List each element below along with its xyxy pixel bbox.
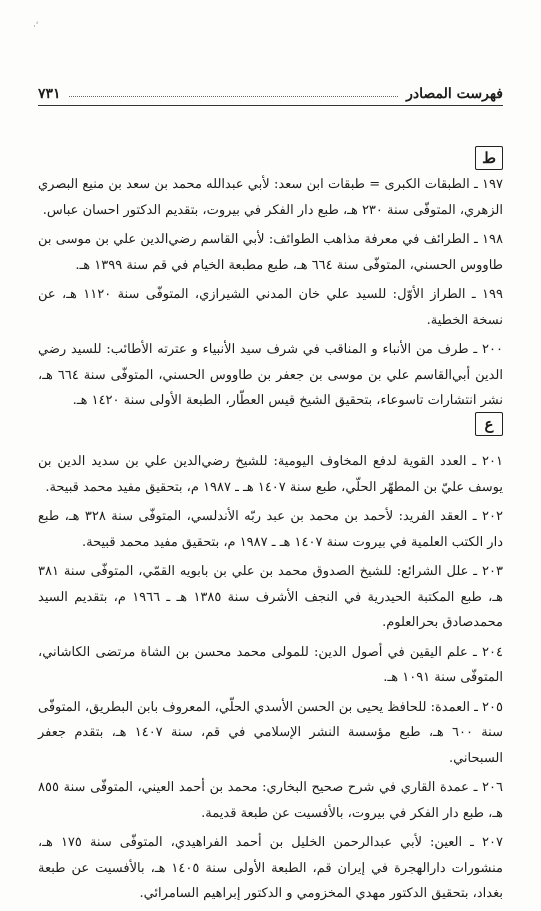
bibliography-entry-201: ٢٠١ ـ العدد القوية لدفع المخاوف اليومية: للشيخ رضي‌الدين علي بن سديد الدين بن يوسف عليّ بن المطهّر الحلّي، طبع سنة ١٤٠٧ هـ ـ ١٩٨٧ م، بتحقيق مفيد محمد قبيحة. <box>38 454 503 495</box>
bibliography-entry-206: ٢٠٦ ـ عمدة القاري في شرح صحيح البخاري: محمد بن أحمد العيني، المتوفّى سنة ٨٥٥ هـ، طبع دار الفكر في بيروت، بالأفسيت عن طبعة قديمة. <box>38 780 503 821</box>
bibliography-entry-204: ٢٠٤ ـ علم اليقين في أصول الدين: للمولى محمد محسن بن الشاة مرتضى الكاشاني، المتوفّى سنة ١٠٩١ هـ. <box>38 644 503 685</box>
section-letter-ta: ط <box>475 146 503 170</box>
header-title: فهرست المصادر <box>406 86 503 102</box>
bibliography-entry-207: ٢٠٧ ـ العين: لأبي عبدالرحمن الخليل بن أحمد الفراهيدي، المتوفّى سنة ١٧٥ هـ، منشورات دارالهجرة في إيران قم، الطبعة الأولى سنة ١٤٠٥ هـ، بالأفسيت عن طبعة بغداد، بتحقيق الدكتور مهدي المخزومي و الدكتور إبراهيم السامرائي. <box>38 835 504 901</box>
bibliography-entry-198: ١٩٨ ـ الطرائف في معرفة مذاهب الطوائف: لأبي القاسم رضي‌الدين علي بن موسى بن طاووس الحسني، المتوفّى سنة ٦٦٤ هـ، طبع مطبعة الخيام في قم سنة ١٣٩٩ هـ. <box>38 232 503 273</box>
page-header <box>38 80 503 106</box>
bibliography-entry-203: ٢٠٣ ـ علل الشرائع: للشيخ الصدوق محمد بن علي بن بابويه القمّي، المتوفّى سنة ٣٨١ هـ، طبع المكتبة الحيدرية في النجف الأشرف سنة ١٣٨٥ هـ ـ ١٩٦٦ م، بتقديم السيد محمدصادق بحرالعلوم. <box>38 564 504 630</box>
bibliography-entry-199: ١٩٩ ـ الطراز الأوّل: للسيد علي خان المدني الشيرازي، المتوفّى سنة ١١٢٠ هـ، عن نسخة الخطية. <box>38 287 503 328</box>
bibliography-entry-202: ٢٠٢ ـ العقد الفريد: لأحمد بن محمد بن عبد ربّه الأندلسي، المتوفّى سنة ٣٢٨ هـ، طبع دار الكتب العلمية في بيروت سنة ١٤٠٧ هـ ـ ١٩٨٧ م، بتحقيق مفيد محمد قبيحة. <box>38 509 503 550</box>
bibliography-entry-205: ٢٠٥ ـ العمدة: للحافظ يحيى بن الحسن الأسدي الحلّي، المعروف بابن البطريق، المتوفّى سنة ٦٠٠ هـ، طبع مؤسسة النشر الإسلامي في قم، سنة ١٤٠٧ هـ، بتقدم جعفر السبحاني. <box>38 699 503 766</box>
scan-corner-mark: ·ʹ <box>33 22 39 32</box>
section-letter-ain: ع <box>475 412 503 436</box>
section-ta-entries <box>38 172 503 418</box>
section-ain-entries <box>38 449 503 911</box>
header-dot-leader <box>69 96 399 97</box>
bibliography-entry-197: ١٩٧ ـ الطبقات الكبرى = طبقات ابن سعد: لأبي عبدالله محمد بن سعد بن منيع البصري الزهري، المتوفّى سنة ٢٣٠ هـ، طبع دار الفكر في بيروت، بتقديم الدكتور احسان عباس. <box>38 177 503 218</box>
bibliography-entry-200: ٢٠٠ ـ طرف من الأنباء و المناقب في شرف سيد الأنبياء و عترته الأطائب: للسيد رضي الدين أبي‌القاسم علي بن موسى بن جعفر بن طاووس الحسني، المتوفّى سنة ٦٦٤ هـ، نشر انتشارات تاسوعاء، بتحقيق الشيخ قيس العطّار، الطبعة الأولى سنة ١٤٢٠ هـ. <box>38 342 503 408</box>
page-number: ٧٣١ <box>38 86 61 102</box>
